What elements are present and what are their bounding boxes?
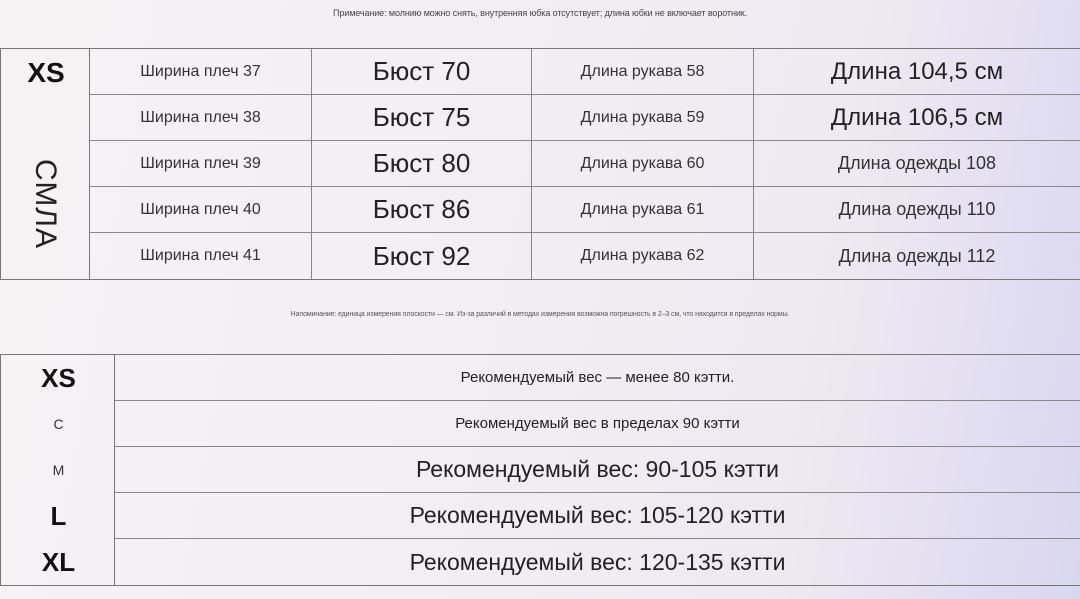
weight-row: Рекомендуемый вес: 120-135 кэтти: [409, 548, 786, 575]
size-label: XS: [27, 57, 65, 88]
length-cell: Длина 106,5 см: [830, 103, 1004, 131]
length-cell: Длина одежды 112: [838, 245, 996, 266]
measurements-table: [0, 48, 1080, 280]
table-row: [90, 233, 1080, 279]
table-row: [90, 49, 1080, 95]
shoulder-cell: Ширина плеч 37: [90, 49, 312, 94]
note-middle: Напоминание: единица измерения плоскости — см. Из-за различий в методах измерения возможна погрешность в 2–3 см, что находится в пределах нормы.: [290, 311, 790, 318]
shoulder-cell: Ширина плеч 40: [90, 187, 312, 232]
size-label: XS: [41, 362, 76, 393]
note-top: Примечание: молнию можно снять, внутренняя юбка отсутствует; длина юбки не включает воротник.: [333, 8, 747, 18]
sleeve-cell: Длина рукава 61: [532, 187, 754, 232]
size-column: [0, 49, 90, 279]
sleeve-cell: Длина рукава 58: [532, 49, 754, 94]
sleeve-cell: Длина рукава 60: [532, 141, 754, 186]
sleeve-cell: Длина рукава 62: [532, 233, 754, 279]
table-row: [90, 187, 1080, 233]
table-row: [90, 95, 1080, 141]
shoulder-cell: Ширина плеч 39: [90, 141, 312, 186]
bust-cell: Бюст 86: [312, 187, 532, 232]
length-cell: Длина одежды 108: [837, 153, 997, 173]
bust-cell: Бюст 75: [312, 95, 532, 140]
size-label: М: [52, 462, 65, 478]
size-label: XL: [41, 546, 76, 577]
length-cell: Длина одежды 110: [838, 199, 996, 219]
size-column: [0, 355, 115, 585]
weight-row: Рекомендуемый вес — менее 80 кэтти.: [115, 355, 1080, 401]
size-label: С: [53, 416, 64, 432]
shoulder-cell: Ширина плеч 38: [90, 95, 312, 140]
weight-row: Рекомендуемый вес: 105-120 кэтти: [115, 493, 1080, 539]
sleeve-cell: Длина рукава 59: [532, 95, 754, 140]
length-cell: Длина 104,5 см: [830, 57, 1004, 85]
vertical-size-label: СМЛА: [29, 158, 62, 250]
size-label: L: [50, 500, 67, 531]
bust-cell: Бюст 92: [312, 233, 532, 279]
weight-row: Рекомендуемый вес в пределах 90 кэтти: [115, 401, 1080, 447]
bust-cell: Бюст 70: [312, 49, 532, 94]
weight-table: [0, 354, 1080, 586]
shoulder-cell: Ширина плеч 41: [90, 233, 312, 279]
table-row: [90, 141, 1080, 187]
bust-cell: Бюст 80: [312, 141, 532, 186]
weight-row: Рекомендуемый вес: 90-105 кэтти: [115, 447, 1080, 493]
